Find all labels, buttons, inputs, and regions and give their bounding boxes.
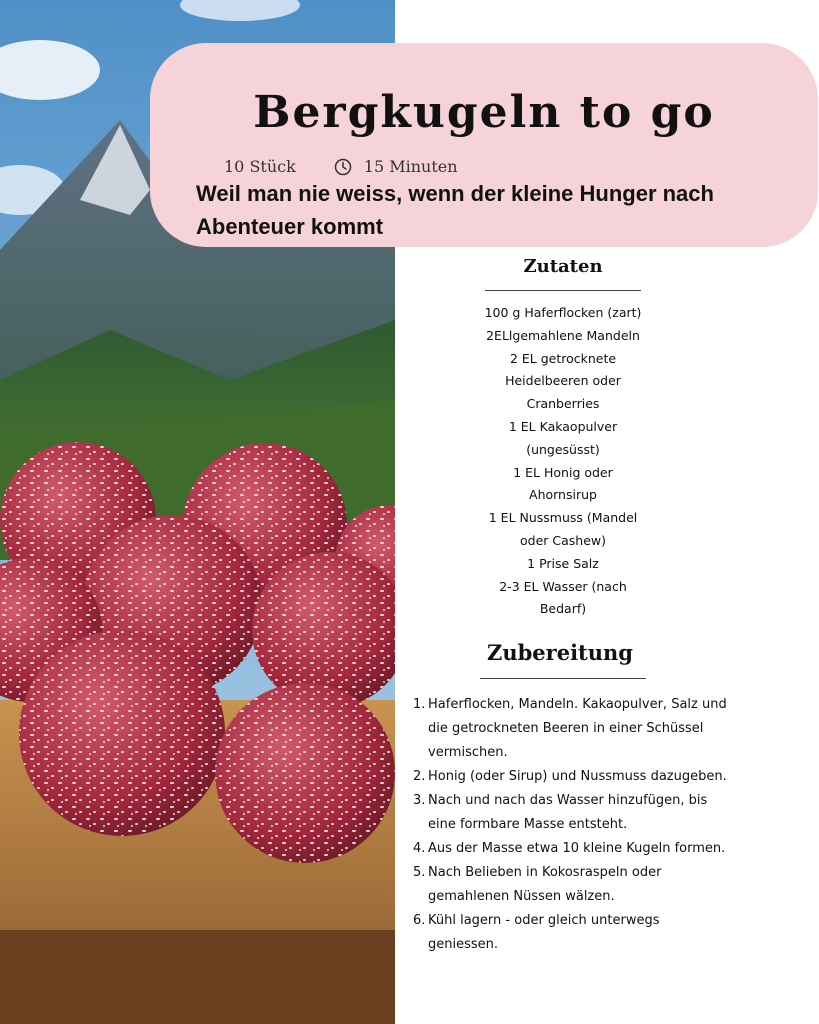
step-number: 1. xyxy=(413,697,426,712)
step-item xyxy=(413,765,733,789)
time-label: 15 Minuten xyxy=(363,157,458,176)
preparation-title: Zubereitung xyxy=(487,640,633,665)
step-item xyxy=(413,693,733,765)
clock-icon xyxy=(334,158,352,176)
ingredient-line: 2ELlgemahlene Mandeln xyxy=(486,327,640,343)
ingredient-line: 2 EL getrocknete xyxy=(509,350,617,366)
step-item xyxy=(413,789,733,837)
header-banner xyxy=(150,43,818,247)
step-item xyxy=(413,909,733,957)
ingredient-line: Bedarf) xyxy=(539,601,587,617)
ingredient-line: Ahornsirup xyxy=(529,487,597,503)
ingredients-list xyxy=(463,302,663,621)
ingredient-line: 1 EL Kakaopulver xyxy=(508,418,618,434)
step-number: 4. xyxy=(413,841,426,856)
step-text: Kühl lagern - oder gleich unterwegs geniessen. xyxy=(428,913,660,952)
recipe-meta xyxy=(224,157,458,176)
step-text: Nach Belieben in Kokosraspeln oder gemahlenen Nüssen wälzen. xyxy=(428,865,662,904)
step-text: Honig (oder Sirup) und Nussmuss dazugeben. xyxy=(428,769,727,784)
ingredient-line: Cranberries xyxy=(526,396,600,412)
divider xyxy=(485,290,641,291)
yield-label: 10 Stück xyxy=(224,157,296,176)
step-text: Aus der Masse etwa 10 kleine Kugeln formen. xyxy=(428,841,726,856)
step-number: 5. xyxy=(413,865,426,880)
page-title: Bergkugeln to go xyxy=(253,87,715,138)
ingredient-line: (ungesüsst) xyxy=(526,441,600,457)
step-item xyxy=(413,861,733,909)
step-text: Haferflocken, Mandeln. Kakaopulver, Salz und die getrockneten Beeren in einer Schüssel vermischen. xyxy=(428,697,727,760)
step-item xyxy=(413,837,733,861)
step-text: Nach und nach das Wasser hinzufügen, bis eine formbare Masse entsteht. xyxy=(428,793,708,832)
preparation-steps xyxy=(413,693,733,957)
tagline: Weil man nie weiss, wenn der kleine Hunger nach Abenteuer kommt xyxy=(196,181,714,239)
ingredient-line: oder Cashew) xyxy=(520,532,606,548)
ingredient-line: 100 g Haferflocken (zart) xyxy=(484,305,642,320)
ingredient-line: 1 EL Nussmuss (Mandel xyxy=(488,510,638,526)
ingredients-title: Zutaten xyxy=(523,256,603,277)
step-number: 6. xyxy=(413,913,426,928)
ingredient-line: 1 EL Honig oder xyxy=(513,464,613,480)
ingredient-line: 1 Prise Salz xyxy=(527,555,599,571)
step-number: 2. xyxy=(413,769,426,784)
divider xyxy=(480,678,646,679)
ingredient-line: 2-3 EL Wasser (nach xyxy=(499,578,627,594)
step-number: 3. xyxy=(413,793,426,808)
ingredient-line: Heidelbeeren oder xyxy=(505,373,621,389)
